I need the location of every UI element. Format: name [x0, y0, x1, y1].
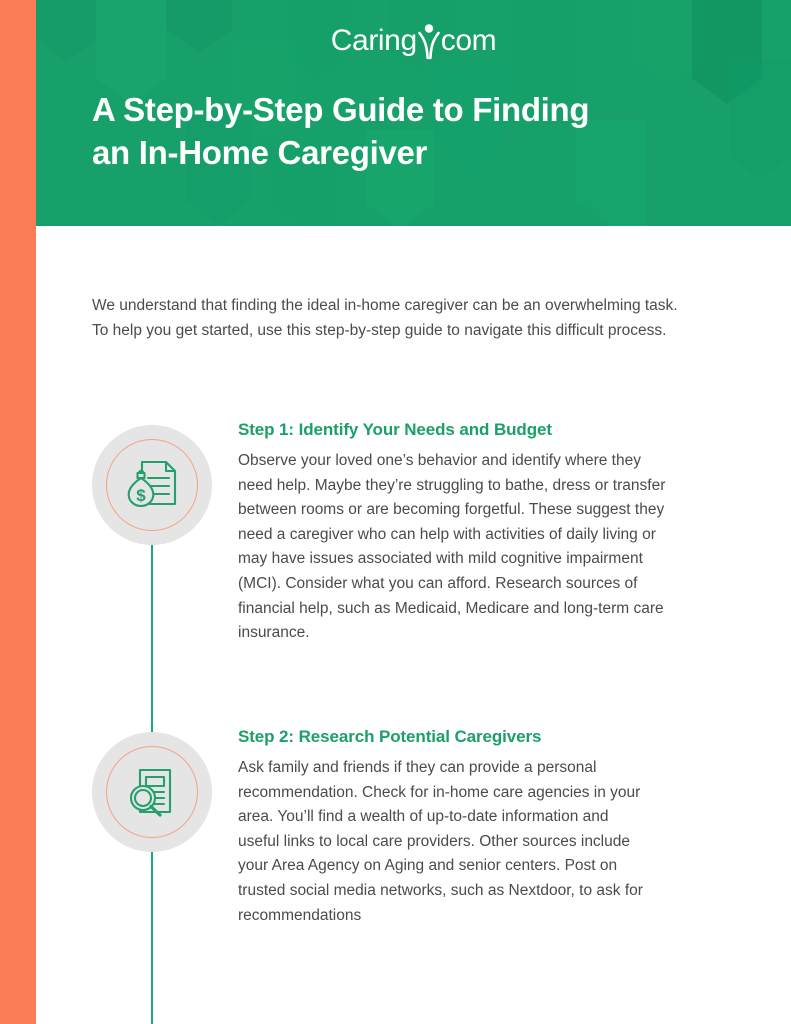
- step-1-text-line: financial help, such as Medicaid, Medicare and long-term care: [238, 599, 664, 617]
- step-1-text-line: need a caregiver who can help with activities of daily living or: [238, 525, 656, 543]
- step-2-heading: Step 2: Research Potential Caregivers: [238, 727, 542, 746]
- step-1-content: [238, 419, 708, 646]
- step-1-icon-badge: [92, 425, 212, 545]
- step-2-text-line: Ask family and friends if they can provide a personal: [238, 759, 597, 776]
- svg-text:$: $: [136, 486, 146, 505]
- step-1-text-line: Observe your loved one’s behavior and identify where they: [238, 452, 641, 469]
- step-2-content: [238, 726, 708, 928]
- step-2-text: [238, 756, 708, 928]
- page-title: [92, 88, 712, 174]
- logo-text-com: com: [440, 24, 497, 57]
- left-accent-bar: [0, 0, 36, 1024]
- step-2-icon-badge: [92, 732, 212, 852]
- step-1-text-line: between rooms or are becoming forgetful. These suggest they: [238, 501, 665, 519]
- caring-com-logo: [36, 22, 791, 60]
- step-2-text-line: recommendations: [238, 906, 362, 924]
- step-2-text-line: area. You’ll find a wealth of up-to-date information and: [238, 808, 609, 826]
- header-banner: [36, 0, 791, 226]
- step-2-text-line: trusted social media networks, such as Nextdoor, to ask for: [238, 881, 643, 899]
- intro-line-2: To help you get started, use this step-by-step guide to navigate this difficult process.: [92, 322, 667, 339]
- document-money-bag-icon: [120, 453, 184, 517]
- intro-paragraph: [92, 293, 707, 343]
- person-figure-icon: [416, 22, 442, 60]
- logo-text-caring: Caring: [330, 24, 417, 57]
- step-2-text-line: your Area Agency on Aging and senior centers. Post on: [238, 857, 618, 875]
- step-1-text: [238, 449, 708, 646]
- step-1-text-line: need help. Maybe they’re struggling to bathe, dress or transfer: [238, 476, 666, 494]
- step-1-text-line: may have issues associated with mild cognitive impairment: [238, 550, 643, 568]
- intro-line-1: We understand that finding the ideal in-home caregiver can be an overwhelming task.: [92, 297, 678, 314]
- document-magnifier-icon: [120, 760, 184, 824]
- page-title-line-2: an In-Home Caregiver: [92, 134, 428, 171]
- step-2-text-line: recommendation. Check for in-home care agencies in your: [238, 783, 641, 801]
- step-2-text-line: useful links to local care providers. Other sources include: [238, 832, 630, 850]
- step-1-text-line: (MCI). Consider what you can afford. Research sources of: [238, 574, 638, 592]
- step-1-text-line: insurance.: [238, 624, 310, 642]
- step-1-heading: Step 1: Identify Your Needs and Budget: [238, 420, 552, 439]
- page-title-line-1: A Step-by-Step Guide to Finding: [92, 91, 590, 128]
